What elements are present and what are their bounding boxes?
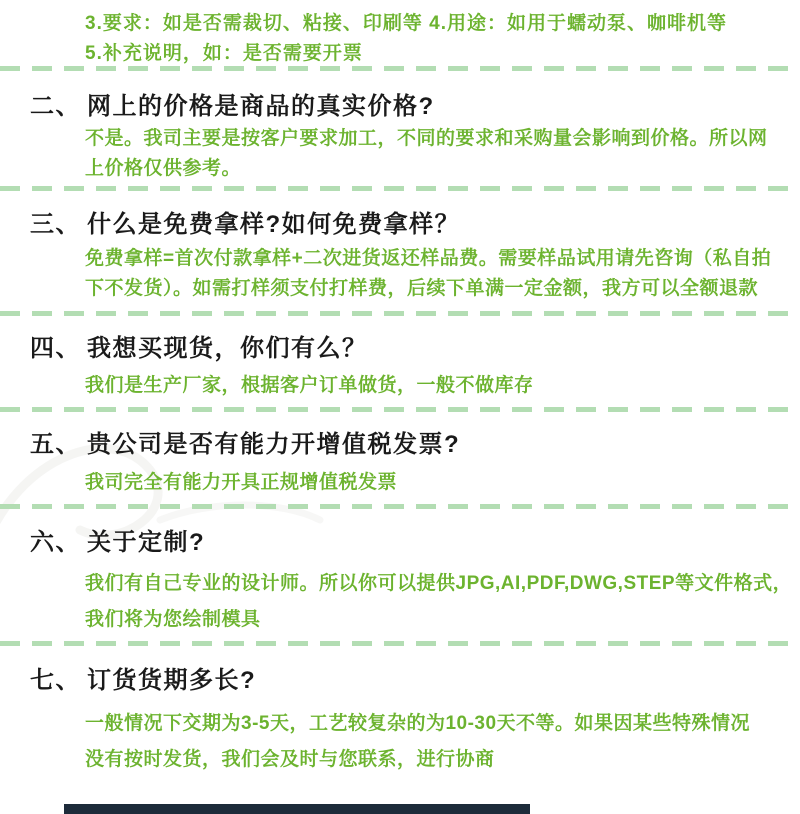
dashed-divider bbox=[0, 407, 800, 412]
question-number: 七、 bbox=[30, 667, 81, 694]
next-section-edge-bar bbox=[64, 804, 530, 814]
question-text: 关于定制? bbox=[87, 529, 206, 556]
faq-question-2 bbox=[30, 86, 435, 121]
faq-answer-4 bbox=[85, 371, 790, 401]
intro-list-line-requirements: 3.要求：如是否需裁切、粘接、印刷等 4.用途：如用于蠕动泵、咖啡机等 bbox=[85, 13, 727, 34]
faq-answer-6 bbox=[85, 566, 793, 638]
answer-line: 下不发货）。如需打样须支付打样费，后续下单满一定金额，我方可以全额退款 bbox=[85, 278, 759, 299]
faq-answer-2 bbox=[85, 124, 790, 184]
faq-question-7 bbox=[30, 660, 256, 695]
question-text: 我想买现货，你们有么？ bbox=[87, 335, 368, 362]
answer-line: 上价格仅供参考。 bbox=[85, 158, 242, 179]
question-text: 网上的价格是商品的真实价格? bbox=[87, 93, 435, 120]
answer-line: 免费拿样=首次付款拿样+二次进货返还样品费。需要样品试用请先咨询（私自拍 bbox=[85, 248, 772, 269]
faq-answer-3 bbox=[85, 244, 790, 304]
answer-line: 我们有自己专业的设计师。所以你可以提供JPG,AI,PDF,DWG,STEP等文件格式， bbox=[85, 573, 793, 594]
answer-line: 不是。我司主要是按客户要求加工，不同的要求和采购量会影响到价格。所以网 bbox=[85, 128, 768, 149]
question-number: 五、 bbox=[30, 431, 81, 458]
answer-line: 我司完全有能力开具正规增值税发票 bbox=[85, 472, 398, 493]
question-number: 四、 bbox=[30, 335, 81, 362]
dashed-divider bbox=[0, 504, 800, 509]
dashed-divider bbox=[0, 186, 800, 191]
faq-question-3 bbox=[30, 204, 460, 239]
dashed-divider bbox=[0, 66, 800, 71]
answer-line: 没有按时发货，我们会及时与您联系，进行协商 bbox=[85, 749, 495, 770]
intro-list-line-notes: 5.补充说明，如：是否需要开票 bbox=[85, 43, 363, 64]
dashed-divider bbox=[0, 641, 800, 646]
question-number: 六、 bbox=[30, 529, 81, 556]
dashed-divider bbox=[0, 311, 800, 316]
faq-answer-5 bbox=[85, 468, 790, 498]
question-number: 三、 bbox=[30, 211, 81, 238]
answer-line: 我们是生产厂家，根据客户订单做货，一般不做库存 bbox=[85, 375, 534, 396]
question-text: 什么是免费拿样?如何免费拿样？ bbox=[87, 211, 461, 238]
question-text: 贵公司是否有能力开增值税发票? bbox=[87, 431, 461, 458]
question-number: 二、 bbox=[30, 93, 81, 120]
answer-line: 我们将为您绘制模具 bbox=[85, 609, 261, 630]
faq-question-5 bbox=[30, 424, 460, 459]
faq-question-6 bbox=[30, 522, 205, 557]
faq-question-4 bbox=[30, 328, 368, 363]
question-text: 订货货期多长? bbox=[87, 667, 257, 694]
answer-line: 一般情况下交期为3-5天，工艺较复杂的为10-30天不等。如果因某些特殊情况 bbox=[85, 713, 751, 734]
faq-answer-7 bbox=[85, 706, 790, 778]
